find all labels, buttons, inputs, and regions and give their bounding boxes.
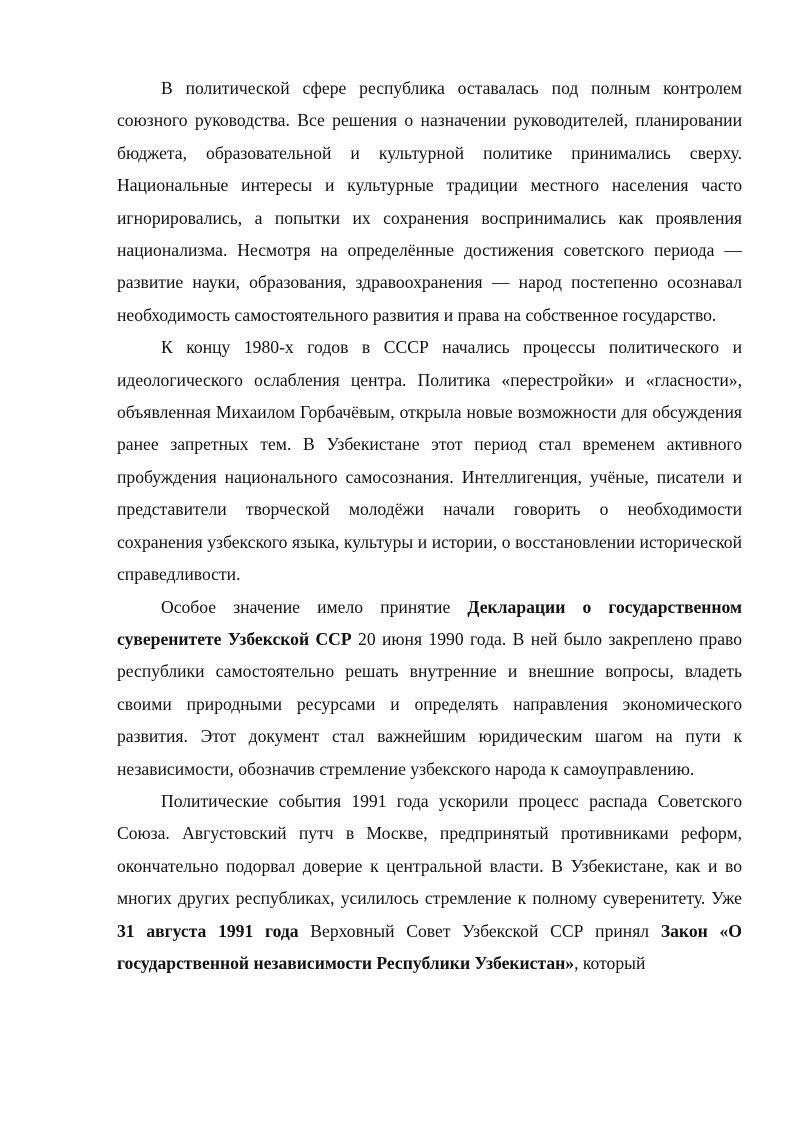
declaration-title: Декларации о государственном суверенитете Узбекской ССР (117, 596, 742, 649)
paragraph-text: , который (574, 952, 646, 973)
paragraph-text: Политические события 1991 года ускорили процесс распада Советского Союза. Августовский путч в Москве, предпринятый противниками реформ, окончательно подорвал доверие к центральной власти. В Узбекистане, как и во многих других республиках, усилилось стремление к полному суверенитету. Уже (117, 790, 742, 909)
paragraph-text: 20 июня 1990 года. В ней было закреплено право республики самостоятельно решать внутренние и внешние вопросы, владеть своими природными ресурсами и определять направления экономического развития. Этот документ стал важнейшим юридическим шагом на пути к независимости, обозначив стремление узбекского народа к самоуправлению. (117, 628, 742, 779)
paragraph-independence-1991 (117, 785, 742, 979)
paragraph-text: В политической сфере республика оставалась под полным контролем союзного руководства. Все решения о назначении руководителей, планировании бюджета, образовательной и культурной политике принимались сверху. Национальные интересы и культурные традиции местного населения часто игнорировались, а попытки их сохранения воспринимались как проявления национализма. Несмотря на определённые достижения советского периода — развитие науки, образования, здравоохранения — народ постепенно осознавал необходимость самостоятельного развития и права на собственное государство. (117, 78, 742, 325)
paragraph-text: Верховный Совет Узбекской ССР принял (298, 920, 661, 941)
paragraph-perestroika (117, 331, 742, 590)
document-page (117, 72, 742, 979)
paragraph-text: К концу 1980-х годов в СССР начались процессы политического и идеологического ослабления центра. Политика «перестройки» и «гласности», объявленная Михаилом Горбачёвым, открыла новые возможности для обсуждения ранее запретных тем. В Узбекистане этот период стал временем активного пробуждения национального самосознания. Интеллигенция, учёные, писатели и представители творческой молодёжи начали говорить о необходимости сохранения узбекского языка, культуры и истории, о восстановлении исторической справедливости. (117, 337, 742, 585)
paragraph-text: Особое значение имело принятие (161, 596, 468, 617)
independence-law-title: Закон «О государственной независимости Республики Узбекистан» (117, 920, 742, 973)
independence-date: 31 августа 1991 года (117, 920, 299, 941)
paragraph-sovereignty-declaration (117, 591, 742, 785)
paragraph-political-control (117, 72, 742, 331)
